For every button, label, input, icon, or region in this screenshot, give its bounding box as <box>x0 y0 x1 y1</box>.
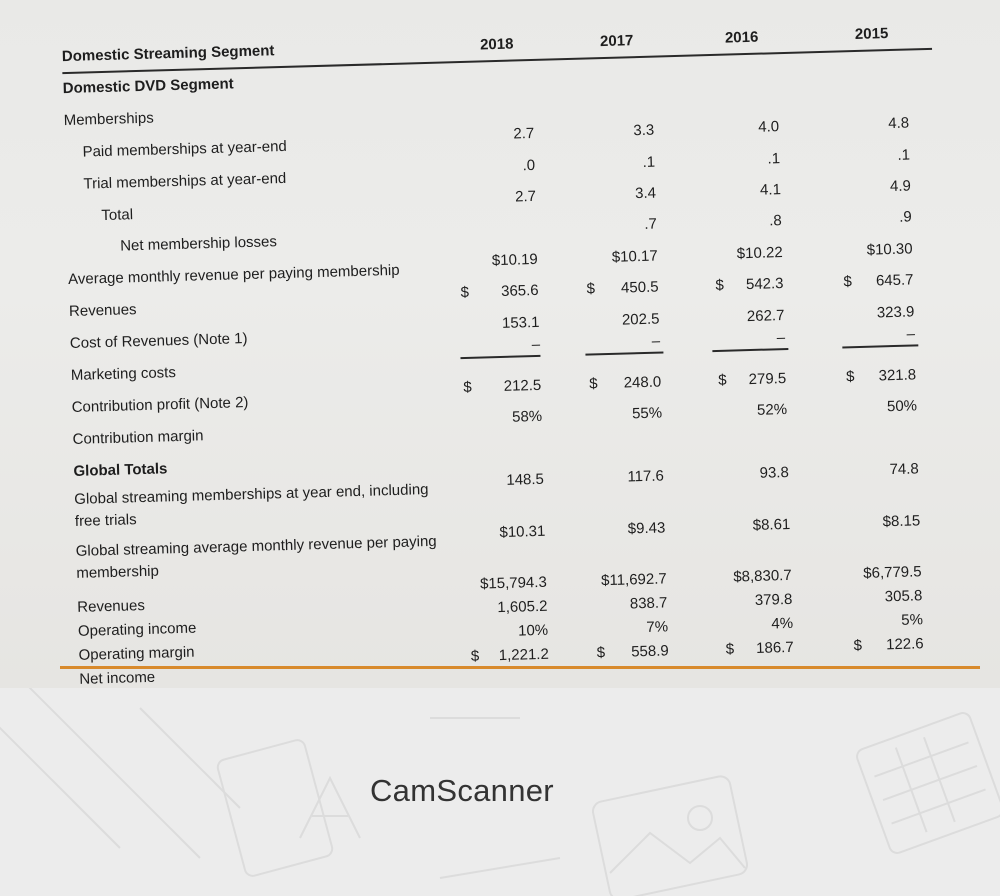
dollar-sign: $ <box>843 273 853 291</box>
cell-2018: 212.5 <box>503 376 542 395</box>
segment-heading: Domestic Streaming Segment <box>61 42 275 66</box>
cell-2016: 4% <box>771 614 794 633</box>
cell-2017: 248.0 <box>623 373 662 392</box>
year-header: 2017 <box>599 32 634 51</box>
row-label: Memberships <box>63 109 154 130</box>
cell-2018: 1,605.2 <box>497 597 548 617</box>
year-header: 2016 <box>724 28 759 47</box>
row-label: Cost of Revenues (Note 1) <box>69 330 248 353</box>
cell-2018: 2.7 <box>514 187 537 206</box>
cell-2018: 10% <box>517 621 549 640</box>
dollar-sign: $ <box>470 647 480 665</box>
cell-2017: 55% <box>631 404 663 423</box>
cell-2018: 148.5 <box>506 470 545 489</box>
dash-cell: – <box>776 329 786 347</box>
dollar-sign: $ <box>463 378 472 397</box>
cell-2016: 542.3 <box>745 275 784 294</box>
row-label: Paid memberships at year-end <box>82 137 288 161</box>
cell-2016: .8 <box>769 212 783 230</box>
cell-2015: $8.15 <box>882 512 921 531</box>
cell-2017: 117.6 <box>627 467 665 486</box>
cell-2018: 365.6 <box>500 281 539 300</box>
cell-2018: $10.31 <box>499 522 546 542</box>
cell-2015: 645.7 <box>875 271 914 290</box>
cell-2017: $10.17 <box>611 247 658 266</box>
row-label: Operating margin <box>78 643 195 664</box>
dollar-sign: $ <box>596 644 606 662</box>
bottom-accent-rule <box>60 666 980 669</box>
cell-2015: 305.8 <box>884 587 923 606</box>
cell-2017: $11,692.7 <box>600 570 667 590</box>
dash-cell: – <box>531 335 541 354</box>
cell-2015: $6,779.5 <box>863 563 922 582</box>
cell-2016: 379.8 <box>754 590 793 609</box>
dollar-sign: $ <box>589 375 598 393</box>
row-label: Global streaming average monthly revenue per paying <box>75 532 437 560</box>
cell-2016: $8,830.7 <box>733 566 792 586</box>
year-header: 2015 <box>854 25 889 43</box>
cell-2016: 279.5 <box>748 370 787 389</box>
cell-2015: 323.9 <box>876 303 915 322</box>
cell-2017: .1 <box>642 153 656 171</box>
cell-2015: 50% <box>886 397 918 416</box>
row-label: Revenues <box>77 597 146 616</box>
dash-cell: – <box>651 332 661 350</box>
row-label: Trial memberships at year-end <box>83 169 287 193</box>
cell-2018: 58% <box>511 407 543 426</box>
year-header: 2018 <box>479 35 514 54</box>
cell-2015: $10.30 <box>866 240 913 259</box>
cell-2015: 4.9 <box>889 177 912 196</box>
dollar-sign: $ <box>725 640 735 658</box>
cell-2017: 838.7 <box>629 594 668 613</box>
dollar-sign: $ <box>845 368 855 386</box>
cell-2016: .1 <box>767 150 781 168</box>
cell-2016: 186.7 <box>755 638 794 657</box>
cell-2016: 4.1 <box>759 181 782 199</box>
row-label: Contribution profit (Note 2) <box>71 394 249 416</box>
dollar-sign: $ <box>460 283 470 302</box>
cell-2016: 262.7 <box>746 307 785 326</box>
row-label: Net income <box>79 668 156 688</box>
row-label: Revenues <box>68 301 137 321</box>
cell-2016: 52% <box>756 401 788 419</box>
cell-2018: 1,221.2 <box>498 645 550 665</box>
cell-2017: 558.9 <box>630 642 669 661</box>
cell-2015: .9 <box>898 208 912 226</box>
dollar-sign: $ <box>717 371 727 389</box>
cell-2017: 3.3 <box>633 121 655 140</box>
row-label: membership <box>76 562 160 582</box>
cell-2015: 122.6 <box>885 635 924 654</box>
cell-2018: .0 <box>522 156 536 175</box>
cell-2017: 450.5 <box>620 278 659 297</box>
cell-2015: 5% <box>901 611 924 629</box>
cell-2015: 74.8 <box>889 460 919 479</box>
dollar-sign: $ <box>853 637 863 655</box>
scanner-brand: CamScanner <box>370 773 554 808</box>
cell-2018: 2.7 <box>513 124 535 143</box>
row-label: Total <box>101 206 134 225</box>
cell-2017: 202.5 <box>621 310 660 329</box>
row-label: Net membership losses <box>119 233 278 255</box>
cell-2015: 4.8 <box>888 114 910 133</box>
cell-2016: 4.0 <box>758 118 780 136</box>
dollar-sign: $ <box>586 280 596 298</box>
cell-2015: 321.8 <box>878 366 917 385</box>
cell-2015: .1 <box>897 146 911 164</box>
row-label: Global streaming memberships at year end, including <box>74 481 429 508</box>
row-label: Global Totals <box>73 460 168 480</box>
row-label: Contribution margin <box>72 427 204 448</box>
dollar-sign: $ <box>715 276 725 294</box>
row-label: Operating income <box>77 619 197 640</box>
cell-2017: 7% <box>646 618 669 637</box>
row-label: Marketing costs <box>70 364 177 384</box>
cell-2018: 153.1 <box>501 313 540 332</box>
cell-2018: $15,794.3 <box>479 573 548 593</box>
cell-2018: $10.19 <box>491 250 539 270</box>
cell-2017: 3.4 <box>634 184 657 203</box>
cell-2017: .7 <box>644 215 658 233</box>
scanner-footer <box>0 688 1000 896</box>
dash-cell: – <box>906 325 916 343</box>
cell-2017: $9.43 <box>627 519 666 538</box>
row-label: free trials <box>74 511 137 530</box>
cell-2016: $10.22 <box>736 244 783 263</box>
row-label: Domestic DVD Segment <box>62 75 234 98</box>
row-label: Average monthly revenue per paying membership <box>67 261 400 289</box>
cell-2016: 93.8 <box>759 463 790 482</box>
cell-2016: $8.61 <box>752 515 791 535</box>
